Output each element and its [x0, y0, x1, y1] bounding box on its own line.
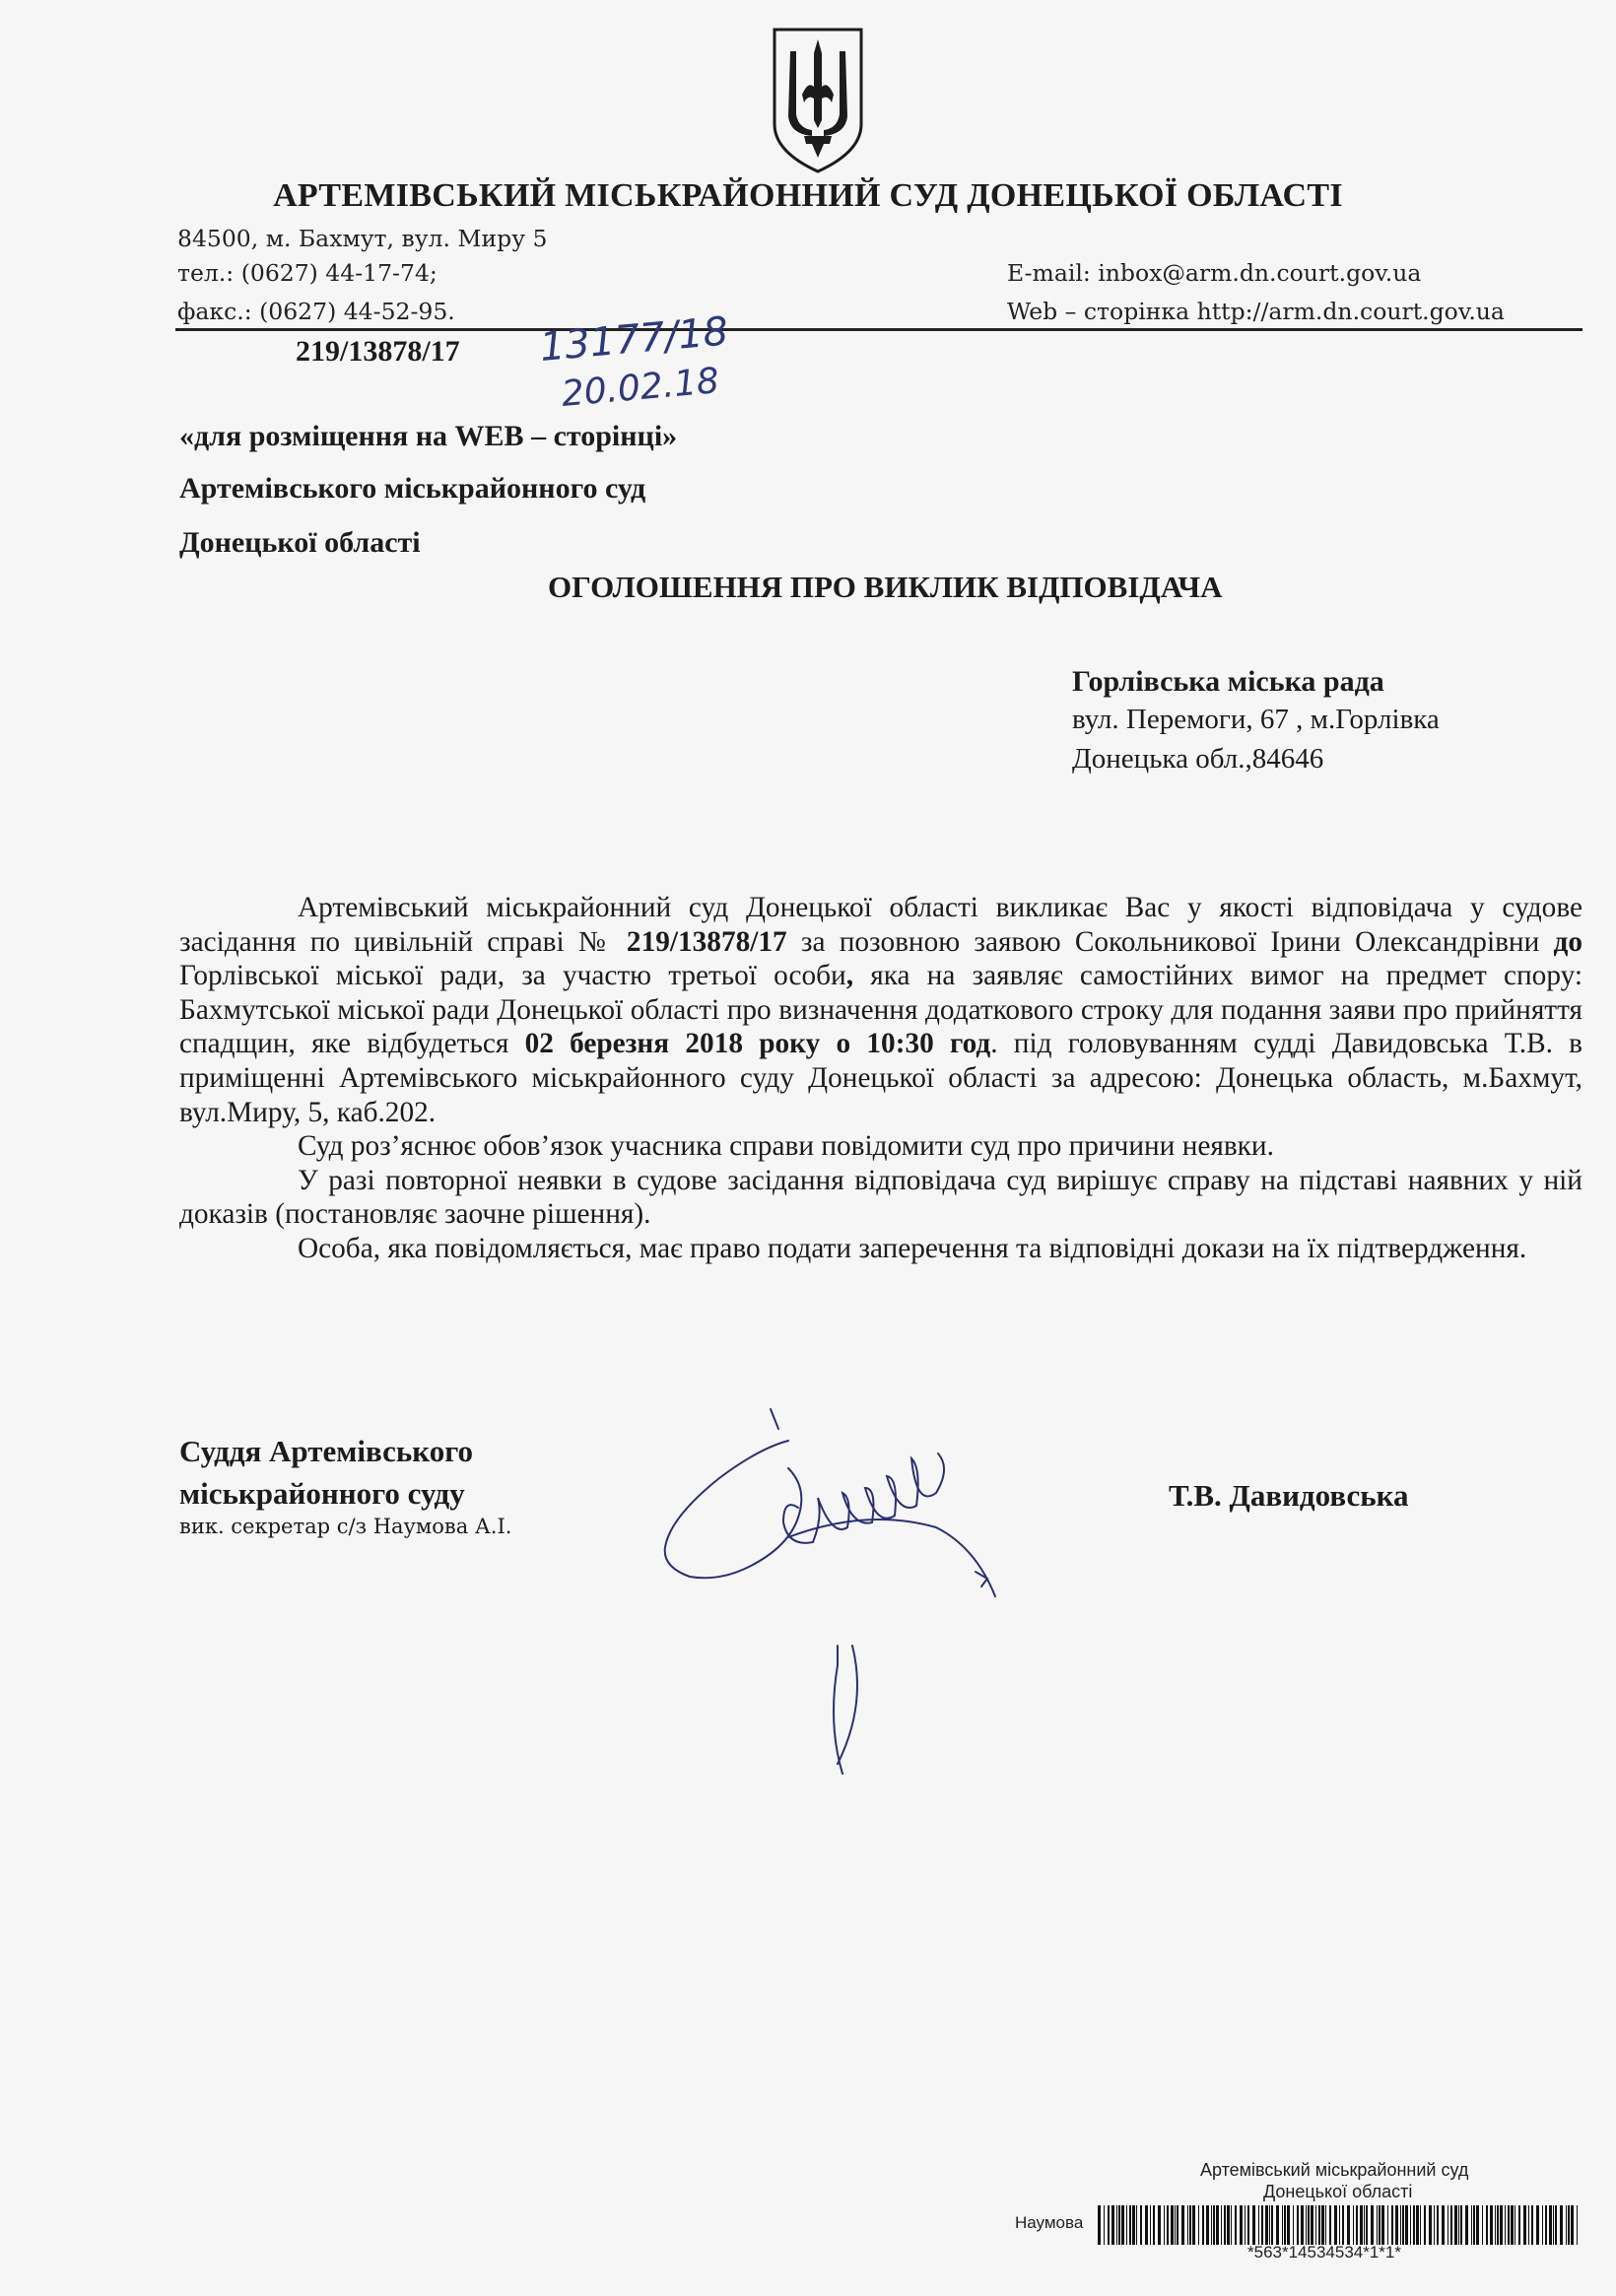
court-website: Web – сторінка http://arm.dn.court.gov.ua [1007, 298, 1505, 325]
body-text: , [845, 960, 854, 992]
court-phone: тел.: (0627) 44-17-74; [177, 259, 438, 287]
case-number: 219/13878/17 [296, 335, 460, 368]
court-name-heading: АРТЕМІВСЬКИЙ МІСЬКРАЙОННИЙ СУД ДОНЕЦЬКОЇ ОБЛАСТІ [273, 177, 1343, 214]
notice-paragraph-rights: Особа, яка повідомляється, має право подати заперечення та відповідні докази на їх підтвердження. [298, 1232, 1527, 1264]
body-case-number: 219/13878/17 [626, 925, 787, 958]
notice-body [179, 891, 1582, 1266]
placement-note: «для розміщення на WEB – сторінці» [179, 420, 678, 452]
judge-title-line2: міськрайонного суду [179, 1476, 465, 1511]
barcode-icon [1098, 2205, 1581, 2245]
addressee-street: вул. Перемоги, 67 , м.Горлівка [1072, 704, 1440, 735]
judge-name: Т.В. Давидовська [1169, 1478, 1409, 1513]
addressee-region: Донецька обл.,84646 [1072, 743, 1324, 775]
body-text: Артемівський міськрайонний суд Донецької області викликає Вас у якості відповідача у судове засідання по цивільній справі № [179, 892, 1582, 958]
body-text: яка на заявляє самостійних вимог на предмет спору: Бахмутської міської ради Донецької області про визначення додаткового строку для подання заяви про прийняття спадщин, яке відбудеться [179, 960, 1582, 1060]
handwritten-reg-date: 20.02.18 [560, 361, 721, 415]
recipient-court-line1: Артемівського міськрайонного суд [179, 472, 646, 505]
barcode-text: *563*14534534*1*1* [1247, 2243, 1401, 2262]
notice-paragraph-absence: Суд роз’яснює обов’язок учасника справи повідомити суд про причини неявки. [298, 1130, 1274, 1163]
notice-paragraph-main [179, 891, 1582, 1129]
handwritten-reg-number: 13177/18 [537, 308, 730, 371]
stamp-court-line2: Донецької області [1263, 2182, 1413, 2201]
body-text: до [1553, 925, 1582, 958]
coat-of-arms-icon [769, 26, 867, 175]
notice-paragraph-repeat-absence: У разі повторної неявки в судове засідання відповідача суд вирішує справу на підставі наявних у ній доказів (постановляє заочне рішення). [179, 1164, 1582, 1231]
body-text: . під головуванням судді Давидовська Т.В. в приміщенні Артемівського міськрайонного суду Донецької області за адресою: Донецька область, м.Бахмут, вул.Миру, 5, каб.202. [179, 1028, 1583, 1128]
court-email: E-mail: inbox@arm.dn.court.gov.ua [1007, 259, 1422, 287]
secretary-note: вик. секретар с/з Наумова А.І. [179, 1515, 512, 1538]
court-fax: факс.: (0627) 44-52-95. [177, 298, 455, 325]
header-divider [175, 328, 1582, 331]
court-address: 84500, м. Бахмут, вул. Миру 5 [177, 225, 548, 252]
body-text: Горлівської міської ради, за участю третьої особи [179, 960, 846, 992]
stamp-court-line1: Артемівський міськрайонний суд [1200, 2160, 1469, 2180]
recipient-court-line2: Донецької області [179, 526, 421, 559]
body-text: за позовною заявою Сокольникової Ірини Олександрівни [786, 925, 1554, 958]
hearing-date: 02 березня 2018 року о 10:30 год [524, 1028, 991, 1060]
handwritten-signature [640, 1399, 1044, 1793]
addressee-name: Горлівська міська рада [1072, 665, 1384, 698]
document-title: ОГОЛОШЕННЯ ПРО ВИКЛИК ВІДПОВІДАЧА [548, 570, 1223, 604]
judge-title-line1: Суддя Артемівського [179, 1434, 474, 1468]
stamp-clerk: Наумова [1015, 2213, 1084, 2232]
